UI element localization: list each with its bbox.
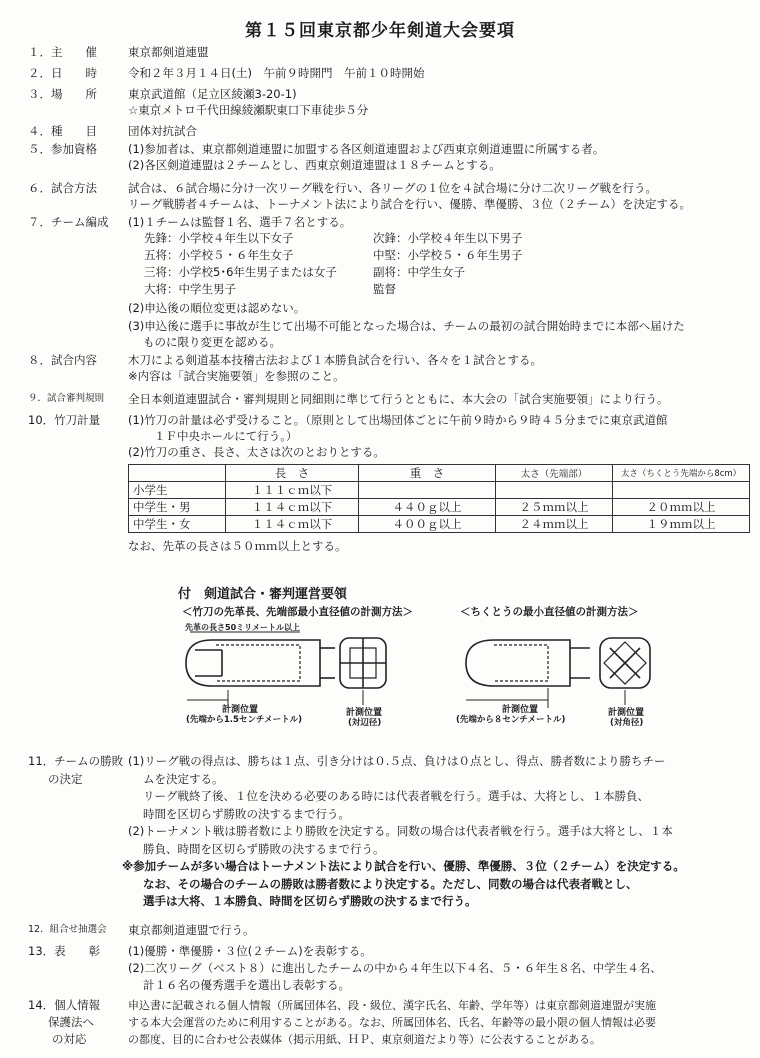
table-header: 太さ（ちくとう先端から8cm） [613, 465, 750, 482]
table-header: 長 さ [226, 465, 359, 482]
sakigawa-label: 先革の長さ50ミリメートル以上 [185, 623, 300, 632]
position: 大将：中学生男子 [144, 282, 236, 296]
item-text: (1)参加者は、東京都剣道連盟に加盟する各区剣道連盟および西東京剣道連盟に所属する者。 [128, 142, 605, 156]
item-text: 団体対抗試合 [128, 124, 197, 138]
item-text: (1)リーグ戦の得点は、勝ちは１点、引き分けは０.５点、負けは０点とし、得点、勝者数により勝ちチー [128, 754, 666, 768]
table-cell: 小学生 [129, 482, 226, 499]
item-text: (2)二次リーグ（ベスト８）に進出したチームの中から４年生以下４名、５・６年生８名、中学生４名、 [128, 961, 662, 975]
position: 三将：小学校5･6年生男子または女子 [144, 265, 337, 279]
item-label: の対応 [52, 1032, 87, 1046]
shinai-note: なお、先革の長さは５０ｍｍ以上とする。 [128, 539, 347, 553]
item-text: 選手は大将、１本勝負、時間を区切らず勝敗の決するまで行う。 [143, 894, 477, 908]
position: 副将：中学生女子 [373, 265, 465, 279]
item-text: 東京都剣道連盟で行う。 [128, 923, 255, 937]
measure-note-right: (先端から８センチメートル) [456, 715, 566, 725]
table-cell: ２０ｍｍ以上 [613, 499, 750, 516]
item-label: 12．組合せ抽選会 [28, 924, 107, 935]
item-text: (2)申込後の順位変更は認めない。 [128, 301, 306, 315]
item-text: リーグ戦勝者４チームは、トーナメント法により試合を行い、優勝、準優勝、３位（２チーム）を決定する。 [128, 197, 692, 211]
table-cell: ２５ｍｍ以上 [496, 499, 613, 516]
measure-note-left: (先端から1.5センチメートル) [186, 715, 302, 725]
item-text: 東京武道館（足立区綾瀬3-20-1) [128, 87, 297, 101]
measure-side-right: 計測位置 [608, 708, 645, 718]
item-label: 13．表 彰 [28, 944, 101, 958]
item-text: 時間を区切らず勝敗の決するまで行う。 [143, 806, 350, 821]
table-cell: １１４ｃｍ以下 [226, 516, 359, 533]
item-label: ７．チーム編成 [28, 215, 109, 229]
figure-caption-left: ＜竹刀の先革長、先端部最小直径値の計測方法＞ [182, 606, 413, 618]
figure-caption-right: ＜ちくとうの最小直径値の計測方法＞ [460, 606, 639, 618]
measure-side-note-left: (対辺径) [348, 718, 382, 728]
item-label: ４．種 目 [28, 124, 97, 138]
item-text: ものに限り変更を認める。 [143, 335, 281, 349]
item-text: ムを決定する。 [143, 771, 224, 786]
item-label: 11．チームの勝敗 [28, 754, 124, 768]
table-cell: ２４ｍｍ以上 [496, 516, 613, 533]
item-label: ６．試合方法 [28, 181, 97, 195]
item-label: ９．試合審判規則 [28, 393, 105, 404]
position: 監督 [373, 282, 396, 296]
item-label: ２．日 時 [28, 66, 97, 80]
item-text: ☆東京メトロ千代田線綾瀬駅東口下車徒歩５分 [128, 103, 369, 117]
table-cell: １９ｍｍ以上 [613, 516, 750, 533]
item-text: (1)竹刀の計量は必ず受けること。（原則として出場団体ごとに午前９時から９時４５分までに東京武道館 [128, 413, 668, 427]
item-text: リーグ戦終了後、１位を決める必要のある時には代表者戦を行う。選手は、大将とし、１本勝負、 [143, 789, 649, 803]
item-label: ５．参加資格 [28, 142, 97, 156]
item-text: 木刀による剣道基本技稽古法および１本勝負試合を行い、各々を１試合とする。 [128, 353, 542, 367]
table-cell: ４４０ｇ以上 [359, 499, 496, 516]
table-header: 重 さ [359, 465, 496, 482]
annex-title: 付 剣道試合・審判運営要領 [178, 587, 348, 602]
measure-side-left: 計測位置 [346, 708, 383, 718]
item-text: ※参加チームが多い場合はトーナメント法により試合を行い、優勝、準優勝、３位（２チーム）を決定する。 [122, 859, 685, 873]
item-text: (3)申込後に選手に事故が生じて出場不可能となった場合は、チームの最初の試合開始時までに本部へ届けた [128, 319, 685, 333]
measure-pos-right: 計測位置 [502, 705, 539, 715]
measure-pos-left: 計測位置 [222, 705, 259, 715]
item-text: (1)１チームは監督１名、選手７名とする。 [128, 215, 352, 229]
table-cell: ４００ｇ以上 [359, 516, 496, 533]
item-text: 東京都剣道連盟 [128, 45, 209, 59]
item-text: の都度、目的に合わせ公表媒体（掲示用紙、ＨＰ、東京剣道だより等）に公表することがある。 [128, 1033, 601, 1046]
table-cell: １１４ｃｍ以下 [226, 499, 359, 516]
item-label: ８．試合内容 [28, 353, 97, 367]
item-text: (2)トーナメント戦は勝者数により勝敗を決定する。同数の場合は代表者戦を行う。選手は大将とし、１本 [128, 824, 673, 838]
table-cell: 中学生・女 [129, 516, 226, 533]
item-text: ※内容は「試合実施要領」を参照のこと。 [128, 369, 345, 383]
item-label: の決定 [48, 772, 83, 786]
item-text: 全日本剣道連盟試合・審判規則と同細則に準じて行うとともに、本大会の「試合実施要領」により行う。 [128, 392, 669, 406]
item-text: 試合は、６試合場に分け一次リーグ戦を行い、各リーグの１位を４試合場に分け二次リーグ戦を行う。 [128, 181, 657, 195]
table-cell: １１１ｃｍ以下 [226, 482, 359, 499]
position: 中堅：小学校５・６年生男子 [373, 248, 523, 262]
item-text: (2)各区剣道連盟は２チームとし、西東京剣道連盟は１８チームとする。 [128, 158, 501, 172]
item-label: ３．場 所 [28, 87, 97, 101]
page-title: 第１５回東京都少年剣道大会要項 [245, 21, 515, 41]
table-header: 太さ（先端部） [496, 465, 613, 482]
position: 五将：小学校５・６年生女子 [144, 248, 294, 262]
item-label: 保護法へ [48, 1015, 94, 1029]
item-label: 10．竹刀計量 [28, 413, 101, 427]
item-label: 14．個人情報 [28, 998, 101, 1012]
table-cell: 中学生・男 [129, 499, 226, 516]
item-text: なお、その場合のチームの勝敗は勝者数により決定する。ただし、同数の場合は代表者戦とし、 [143, 876, 638, 891]
position: 先鋒：小学校４年生以下女子 [144, 231, 294, 245]
item-text: 勝負、時間を区切らず勝敗の決するまで行う。 [143, 841, 385, 856]
item-text: 申込書に記載される個人情報（所属団体名、段・級位、漢字氏名、年齢、学年等）は東京都剣道連盟が実施 [128, 999, 656, 1012]
item-text: 令和２年３月１４日(土) 午前９時開門 午前１０時開始 [128, 66, 425, 80]
measure-side-note-right: (対角径) [610, 718, 644, 728]
item-text: (2)竹刀の重さ、長さ、太さは次のとおりとする。 [128, 445, 385, 459]
item-text: する本大会運営のために利用することがある。なお、所属団体名、氏名、年齢等の最小限の個人情報は必要 [128, 1016, 656, 1029]
item-label: １．主 催 [28, 45, 97, 59]
item-text: 計１６名の優秀選手を選出し表彰する。 [143, 978, 350, 992]
item-text: １Ｆ中央ホールにて行う。） [154, 429, 298, 443]
item-text: (1)優勝・準優勝・３位(２チーム)を表彰する。 [128, 944, 372, 958]
position: 次鋒：小学校４年生以下男子 [373, 231, 523, 245]
